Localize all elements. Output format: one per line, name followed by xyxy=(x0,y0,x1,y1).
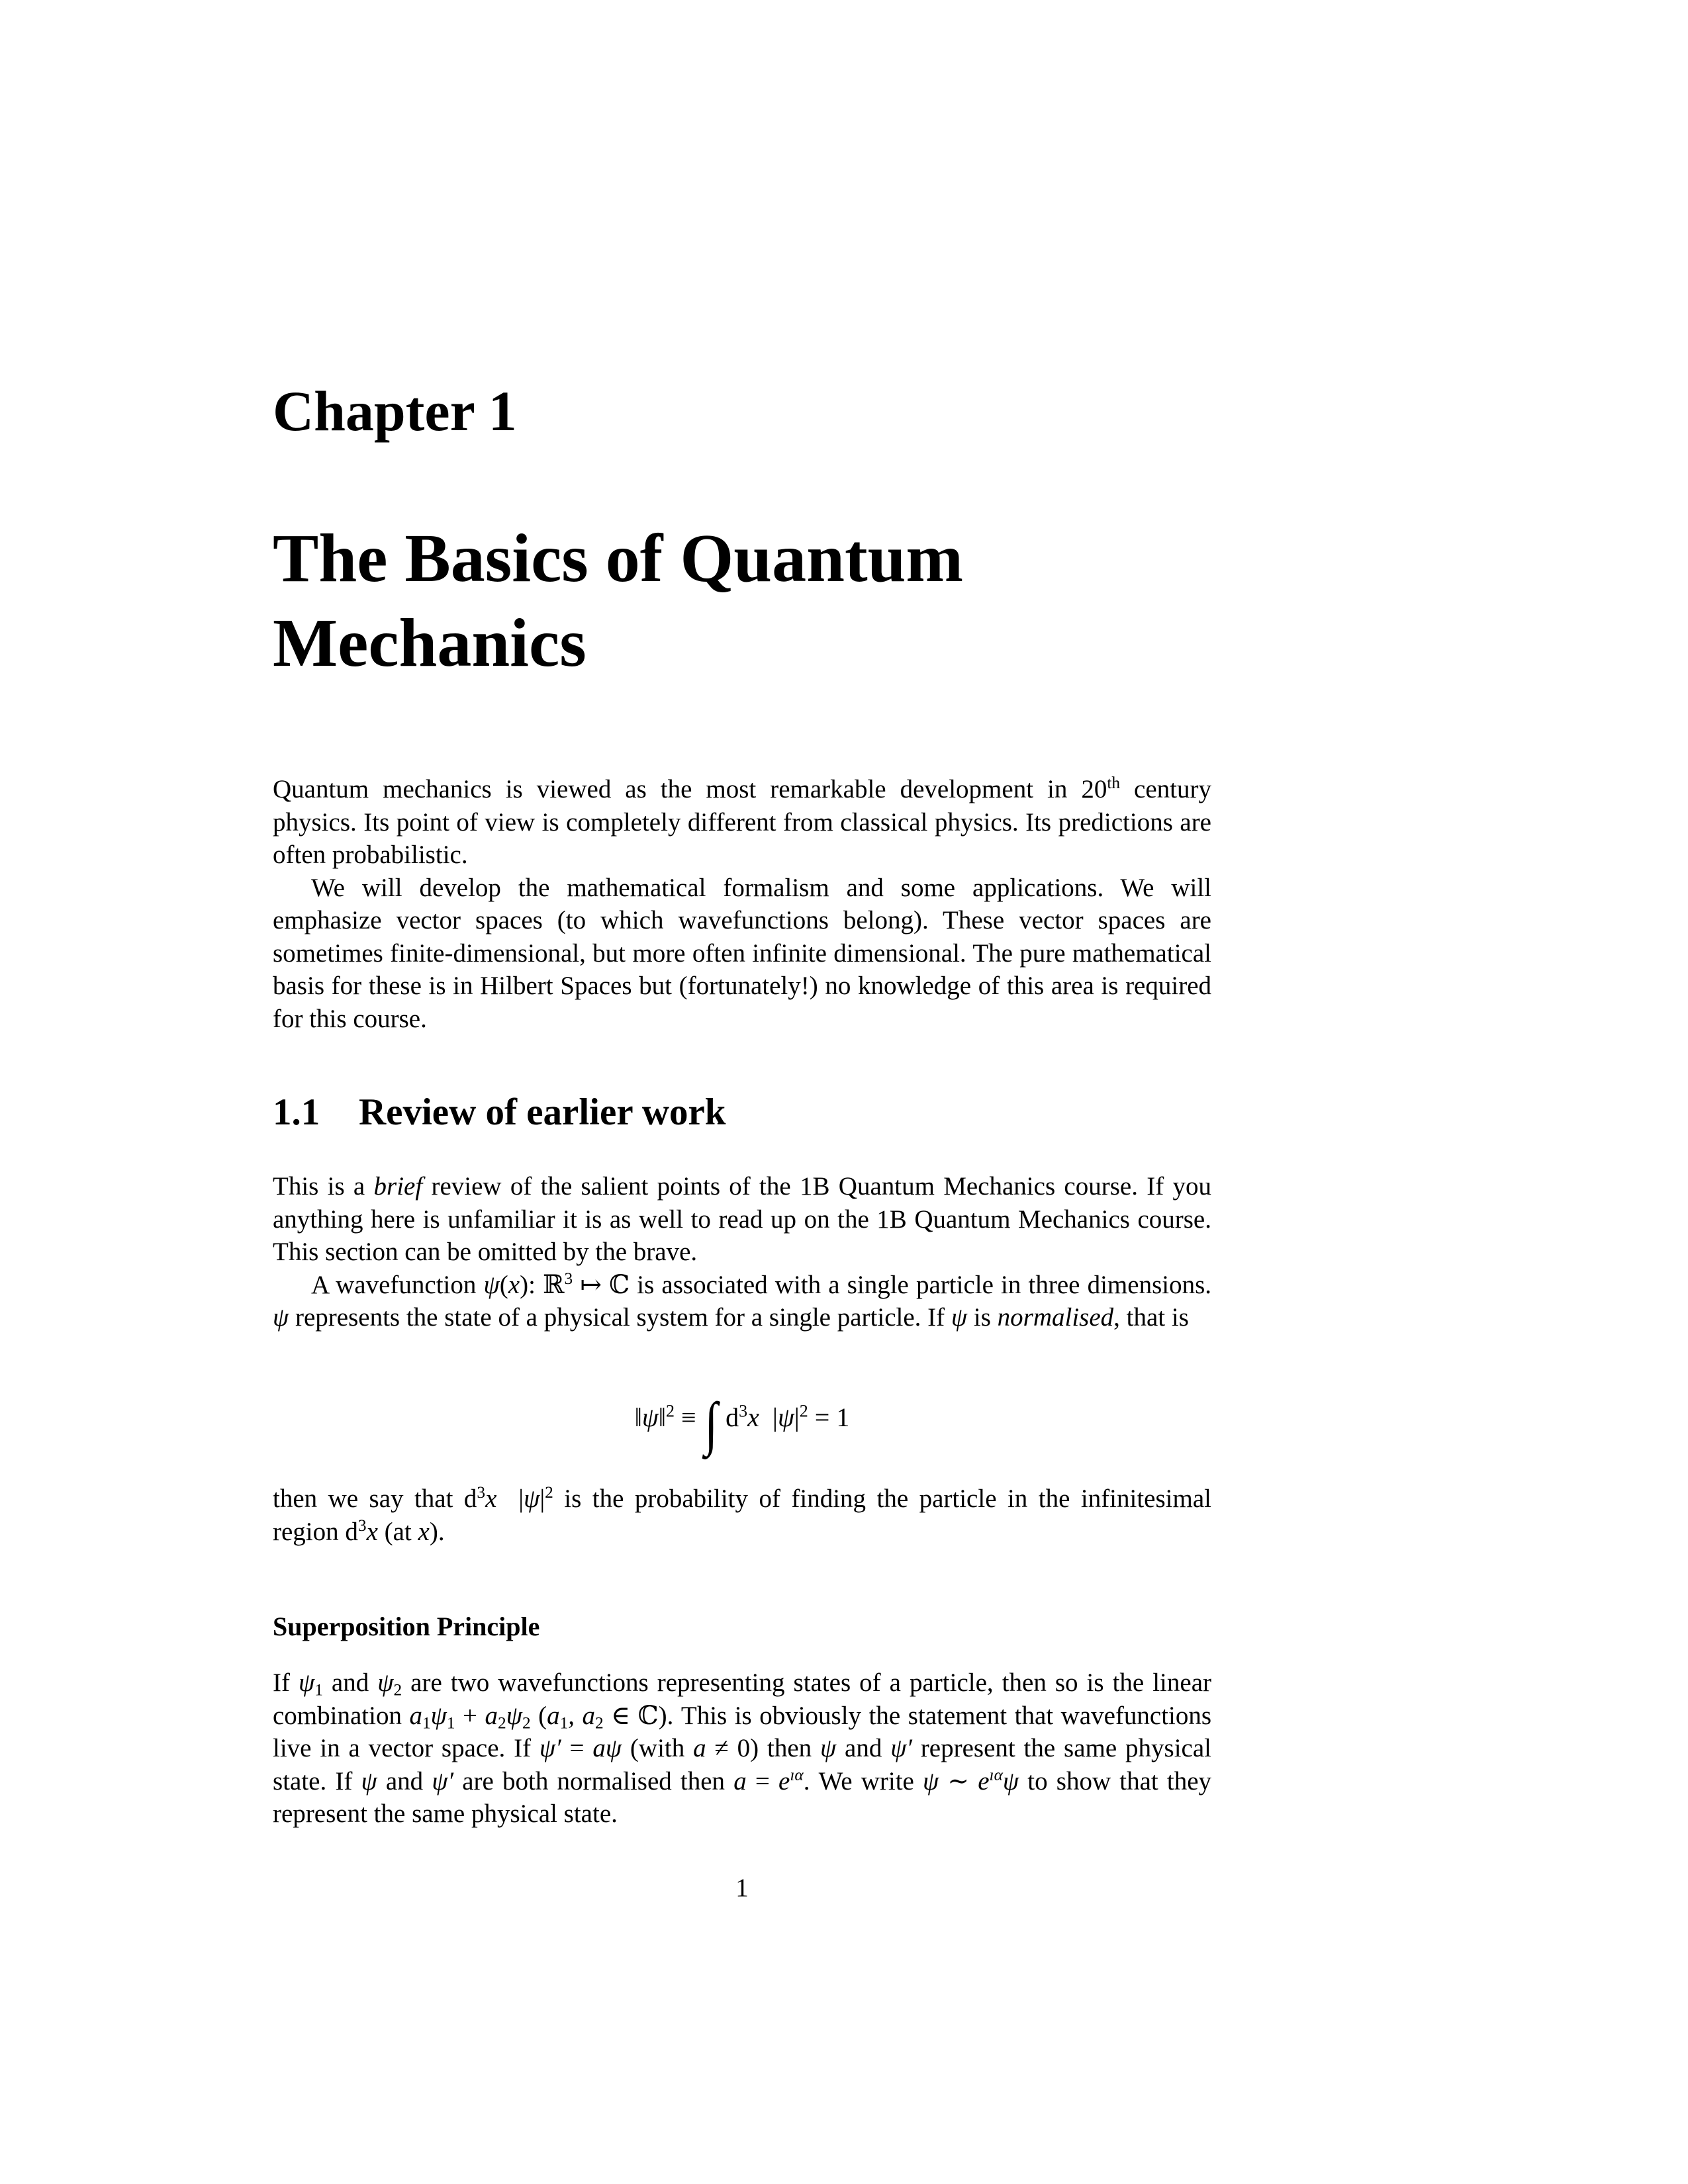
section-title: Review of earlier work xyxy=(359,1091,726,1133)
section-paragraph-3: then we say that $d^3x$ $|\psi|^2$ is the probability of finding the particle in the infinitesimal region $d^3x$ (at x). xyxy=(273,1483,1211,1546)
normalisation-equation: ‖ψ‖$^2$ ≡ ∫ $d^3x$ $|\psi|^2 = 1$ xyxy=(634,1391,850,1457)
section-paragraph-2: A wavefunction ψ(x): ℝ$^3$ ↦ ℂ is associated with a single particle in three dimensions. ψ represents the state of a physical system for a single particle. If ψ is normalised, that is xyxy=(273,1269,1212,1332)
math-wavefunction-map: ψ(x): ℝ$^3$ ↦ ℂ xyxy=(483,1269,630,1299)
chapter-title: The Basics of Quantum Mechanics xyxy=(273,520,964,681)
chapter-label: Chapter 1 xyxy=(273,379,517,443)
subsection-heading: Superposition Principle xyxy=(273,1612,540,1641)
superposition-block xyxy=(273,1666,1211,1831)
section-block xyxy=(273,1170,1211,1334)
superposition-paragraph: If $\psi_1$ and $\psi_2$ are two wavefunctions representing states of a particle, then so is the linear combination $a_1\psi_1 + a_2\psi_2$ ($a_1$, $a_2$ ∈ ℂ). This is obviously the statement that wavefunctions live in a vector space. If ψ′ = aψ (with a ≠ 0) then ψ and ψ′ represent the same physical state. If ψ and ψ′ are both normalised then $a = e^{ı\alpha}$. We write ψ ∼ $e^{ı\alpha}\psi$ to show that they represent the same physical state. xyxy=(273,1668,1212,1828)
page-number: 1 xyxy=(735,1874,749,1902)
probability-block xyxy=(273,1482,1211,1548)
section-number: 1.1 xyxy=(273,1091,320,1133)
intro-paragraph-2: We will develop the mathematical formalism and some applications. We will emphasize vector spaces (to which wavefunctions belong). These vector spaces are sometimes finite-dimensional, but more often infinite dimensional. The pure mathematical basis for these is in Hilbert Spaces but (fortunately!) no knowledge of this area is required for this course. xyxy=(273,873,1211,1033)
section-heading xyxy=(273,1093,726,1131)
integral-sign: ∫ xyxy=(704,1391,718,1457)
intro-paragraph-1: Quantum mechanics is viewed as the most remarkable development in 20th century physics. Its point of view is completely different from classical physics. Its predictions are often probabilistic. xyxy=(273,774,1211,869)
intro-block xyxy=(273,773,1211,1035)
section-paragraph-1: This is a brief review of the salient points of the 1B Quantum Mechanics course. If you anything here is unfamiliar it is as well to read up on the 1B Quantum Mechanics course. This section can be omitted by the brave. xyxy=(273,1172,1211,1266)
